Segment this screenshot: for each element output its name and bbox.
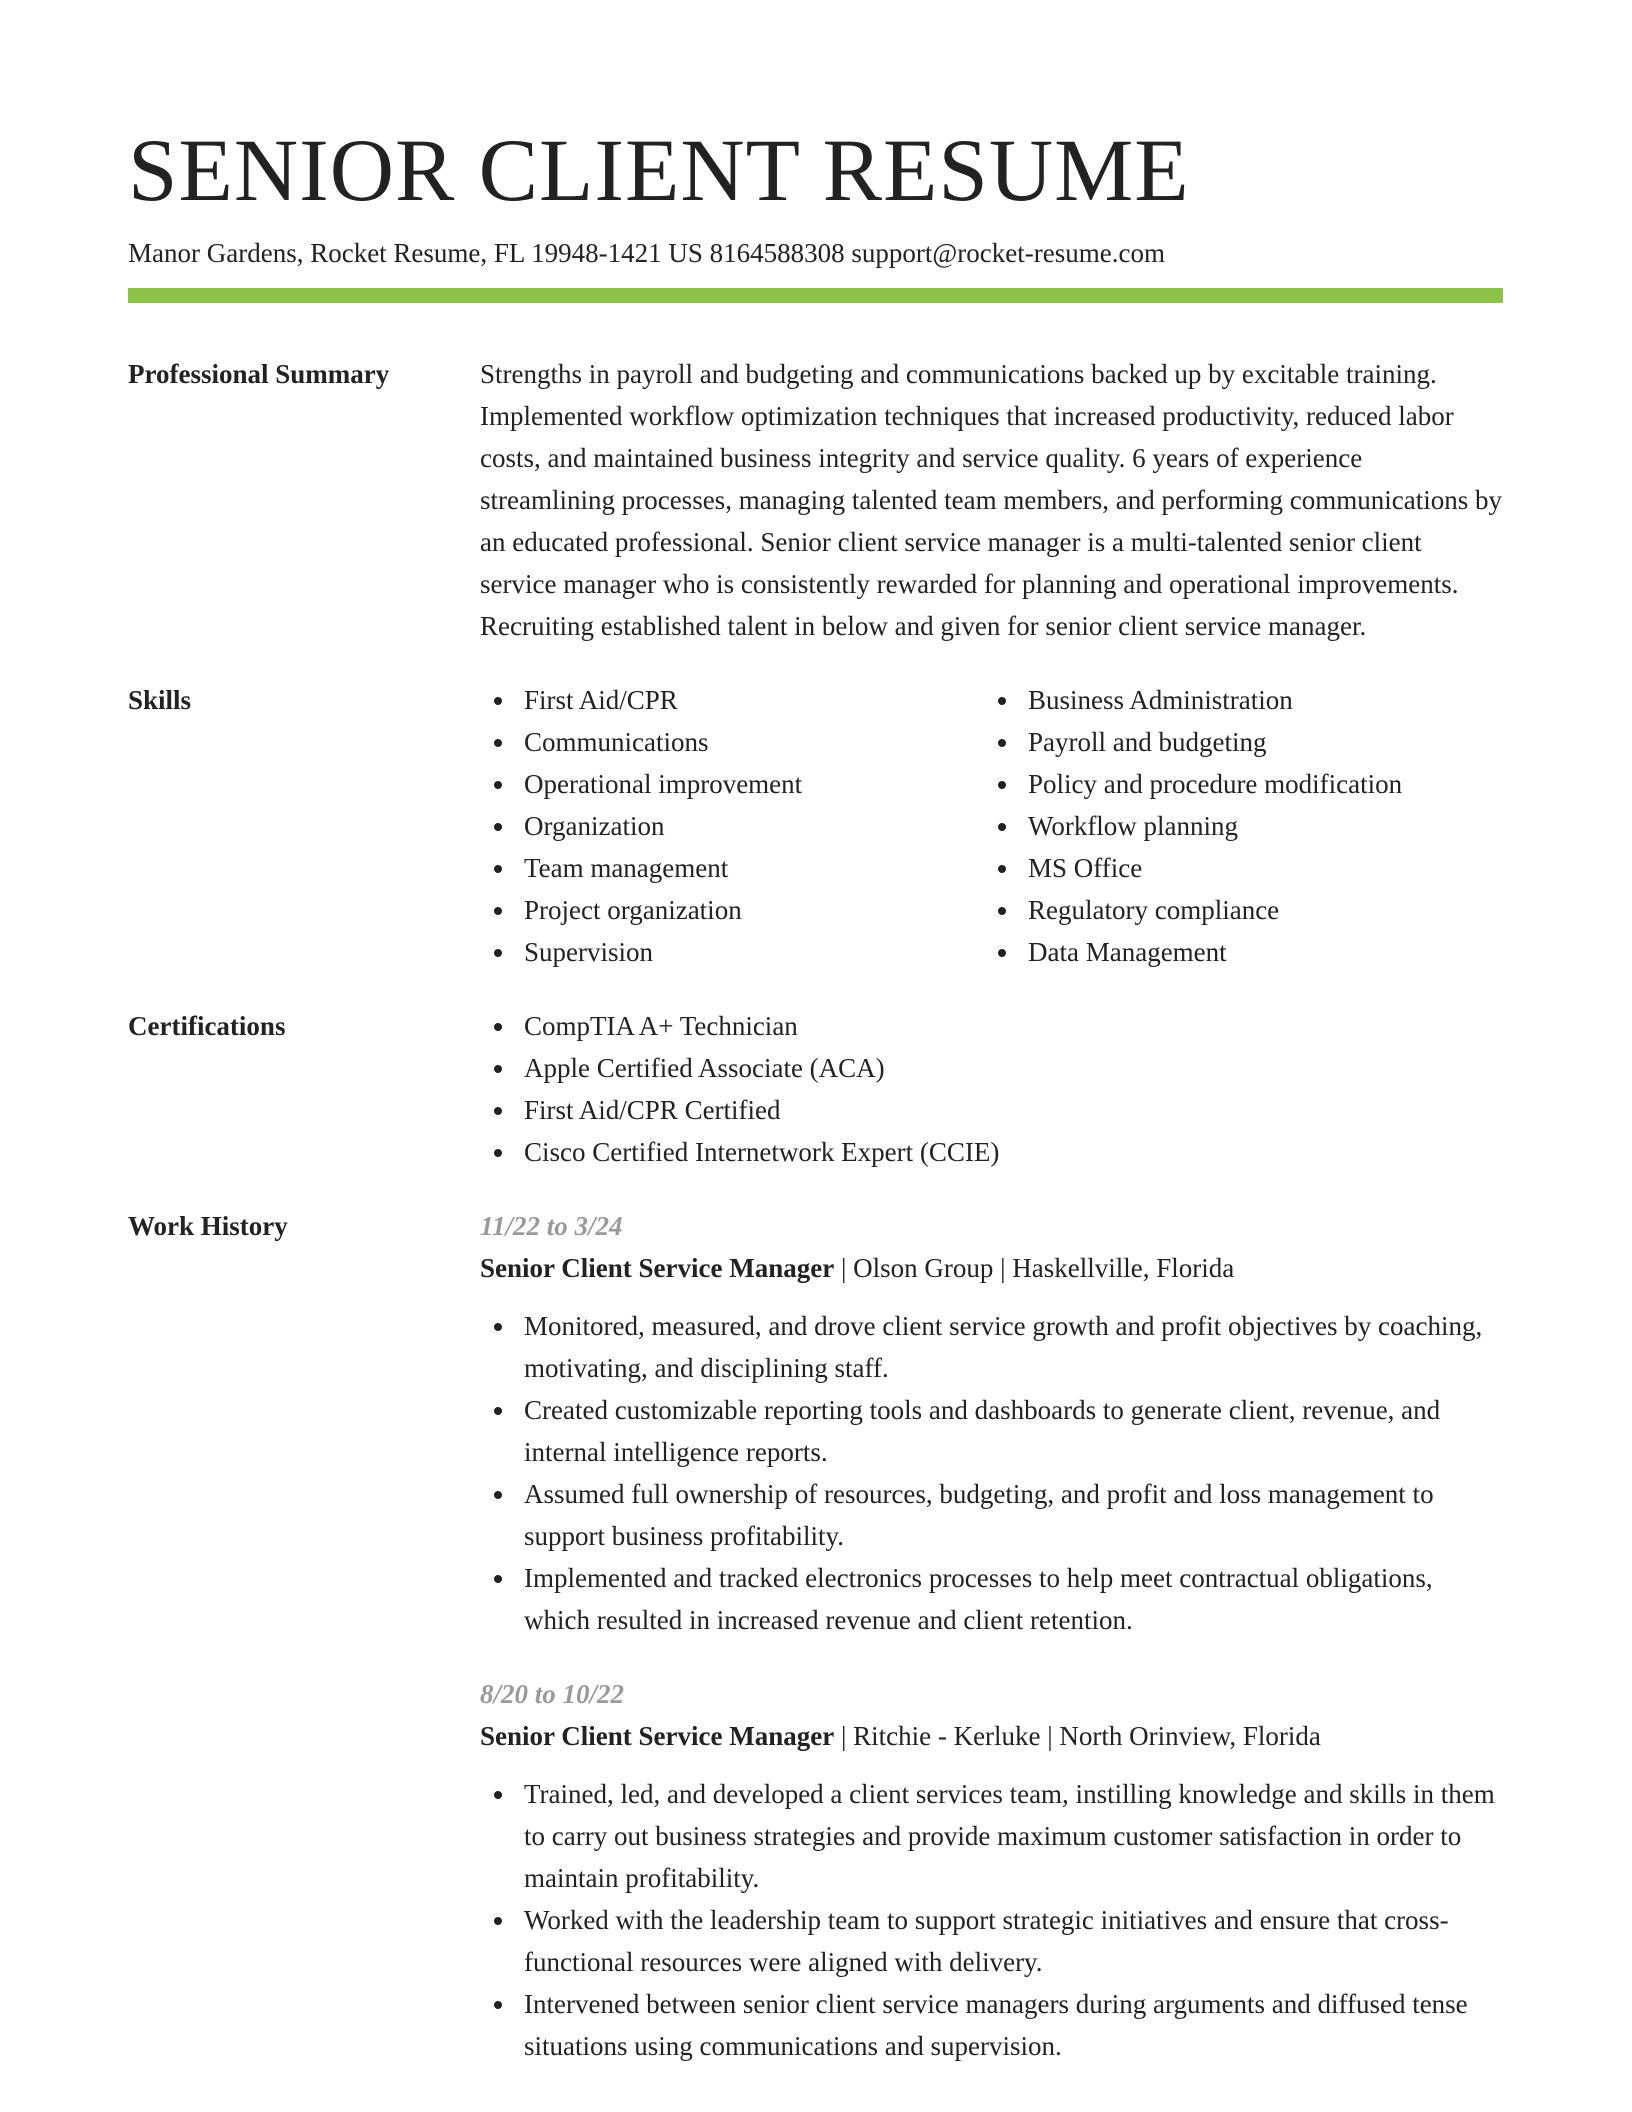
- job-heading: [480, 1247, 1503, 1289]
- header-divider: [128, 288, 1503, 303]
- skill-item: Communications: [480, 721, 984, 763]
- certifications-list: [480, 1005, 1503, 1173]
- skill-item: Workflow planning: [984, 805, 1488, 847]
- contact-info: Manor Gardens, Rocket Resume, FL 19948-1421 US 8164588308 support@rocket-resume.com: [128, 238, 1165, 268]
- job-bullet: Created customizable reporting tools and dashboards to generate client, revenue, and internal intelligence reports.: [480, 1389, 1503, 1473]
- skill-item: Supervision: [480, 931, 984, 973]
- section-label-skills: Skills: [128, 685, 192, 716]
- skill-item: Project organization: [480, 889, 984, 931]
- certifications-section: [128, 1005, 1503, 1173]
- skill-item: Regulatory compliance: [984, 889, 1488, 931]
- job-details: | Ritchie - Kerluke | North Orinview, Florida: [834, 1721, 1321, 1752]
- job-bullet: Worked with the leadership team to support strategic initiatives and ensure that cross-functional resources were aligned with delivery.: [480, 1899, 1503, 1983]
- job-bullet: Implemented and tracked electronics processes to help meet contractual obligations, which resulted in increased revenue and client retention.: [480, 1557, 1503, 1641]
- resume-page: [128, 0, 1503, 2067]
- job-bullet: Intervened between senior client service managers during arguments and diffused tense situations using communications and supervision.: [480, 1983, 1503, 2067]
- job-bullet: Trained, led, and developed a client services team, instilling knowledge and skills in them to carry out business strategies and provide maximum customer satisfaction in order to maintain profitability.: [480, 1773, 1503, 1899]
- certification-item: Cisco Certified Internetwork Expert (CCIE): [480, 1131, 1503, 1173]
- skills-section: [128, 679, 1503, 973]
- job-entry: [480, 1205, 1503, 1641]
- skill-item: Organization: [480, 805, 984, 847]
- job-bullet: Assumed full ownership of resources, budgeting, and profit and loss management to support business profitability.: [480, 1473, 1503, 1557]
- summary-text: Strengths in payroll and budgeting and communications backed up by excitable training. Implemented workflow optimization techniques that increased productivity, reduced labor costs, and maintained business integrity and service quality. 6 years of experience streamlining processes, managing talented team members, and performing communications by an educated professional. Senior client service manager is a multi-talented senior client service manager who is consistently rewarded for planning and operational improvements. Recruiting established talent in below and given for senior client service manager.: [480, 359, 1502, 642]
- skill-item: MS Office: [984, 847, 1488, 889]
- skills-list-right: [984, 679, 1488, 973]
- certification-item: Apple Certified Associate (ACA): [480, 1047, 1503, 1089]
- job-details: | Olson Group | Haskellville, Florida: [834, 1253, 1235, 1284]
- job-entry: [480, 1673, 1503, 2067]
- job-title: Senior Client Service Manager: [480, 1253, 835, 1284]
- skill-item: Payroll and budgeting: [984, 721, 1488, 763]
- summary-section: [128, 353, 1503, 647]
- resume-title: SENIOR CLIENT RESUME: [128, 122, 1190, 220]
- skills-list-left: [480, 679, 984, 973]
- skill-item: Operational improvement: [480, 763, 984, 805]
- section-label-work-history: Work History: [128, 1211, 288, 1242]
- job-bullets: [480, 1773, 1503, 2067]
- skill-item: Policy and procedure modification: [984, 763, 1488, 805]
- job-bullet: Monitored, measured, and drove client service growth and profit objectives by coaching, motivating, and disciplining staff.: [480, 1305, 1503, 1389]
- skill-item: Data Management: [984, 931, 1488, 973]
- skill-item: Team management: [480, 847, 984, 889]
- skill-item: First Aid/CPR: [480, 679, 984, 721]
- section-label-summary: Professional Summary: [128, 359, 390, 390]
- job-dates: 11/22 to 3/24: [480, 1211, 623, 1242]
- work-history-section: [128, 1205, 1503, 2067]
- job-dates: 8/20 to 10/22: [480, 1679, 625, 1710]
- skill-item: Business Administration: [984, 679, 1488, 721]
- job-heading: [480, 1715, 1503, 1757]
- job-title: Senior Client Service Manager: [480, 1721, 835, 1752]
- certification-item: First Aid/CPR Certified: [480, 1089, 1503, 1131]
- section-label-certifications: Certifications: [128, 1011, 286, 1042]
- certification-item: CompTIA A+ Technician: [480, 1005, 1503, 1047]
- job-bullets: [480, 1305, 1503, 1641]
